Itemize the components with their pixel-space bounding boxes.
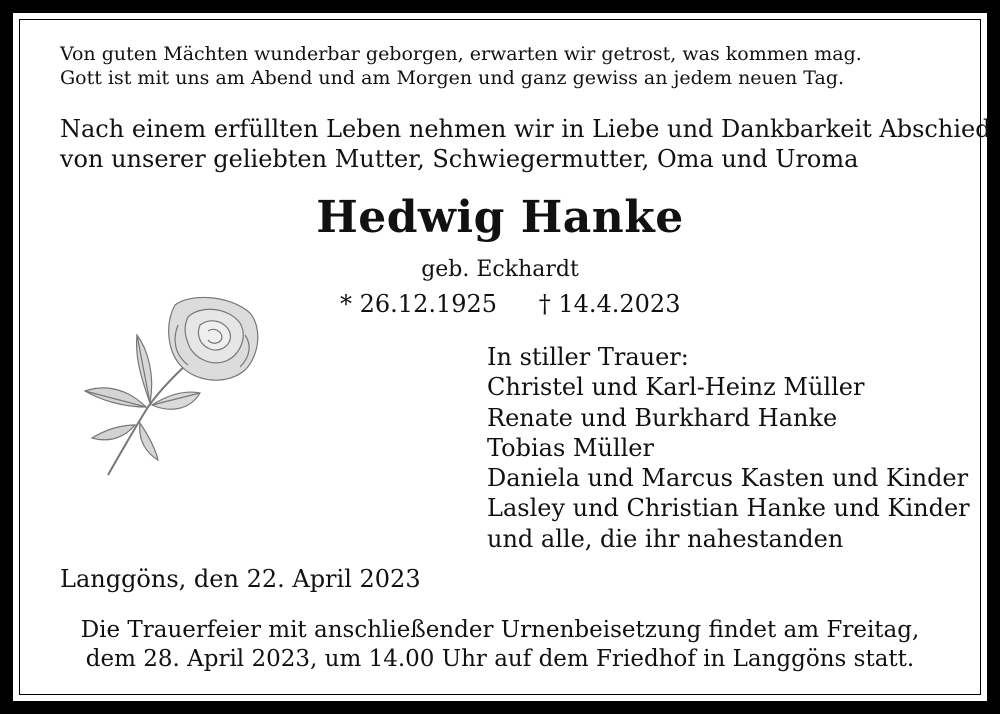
mourner-entry: Lasley und Christian Hanke und Kinder [487, 494, 970, 523]
intro-text [60, 114, 991, 174]
verse-line-1: Von guten Mächten wunderbar geborgen, erwarten wir getrost, was kommen mag. [60, 43, 862, 65]
intro-line-1: Nach einem erfüllten Leben nehmen wir in Liebe und Dankbarkeit Abschied [60, 115, 991, 143]
birth-date: * 26.12.1925 [340, 290, 498, 318]
life-dates [340, 290, 680, 318]
funeral-notice [0, 616, 1000, 674]
mourner-entry: Christel und Karl-Heinz Müller [487, 373, 865, 402]
maiden-name: geb. Eckhardt [421, 257, 579, 282]
verse [60, 42, 862, 90]
funeral-line-1: Die Trauerfeier mit anschließender Urnenbeisetzung findet am Freitag, [80, 617, 920, 643]
mourner-entry: und alle, die ihr nahestanden [487, 524, 844, 553]
verse-line-2: Gott ist mit uns am Abend und am Morgen und ganz gewiss an jedem neuen Tag. [60, 67, 845, 89]
mourners-list [487, 342, 970, 554]
mourner-entry: Tobias Müller [487, 433, 654, 462]
rose-icon [80, 295, 270, 480]
deceased-name: Hedwig Hanke [316, 192, 684, 243]
intro-line-2: von unserer geliebten Mutter, Schwiegermutter, Oma und Uroma [60, 145, 859, 173]
mourner-entry: Daniela und Marcus Kasten und Kinder [487, 464, 969, 493]
funeral-line-2: dem 28. April 2023, um 14.00 Uhr auf dem Friedhof in Langgöns statt. [85, 646, 915, 672]
death-date: † 14.4.2023 [538, 290, 681, 318]
mourners-heading: In stiller Trauer: [487, 343, 689, 371]
place-date: Langgöns, den 22. April 2023 [60, 565, 421, 593]
mourner-entry: Renate und Burkhard Hanke [487, 403, 838, 432]
